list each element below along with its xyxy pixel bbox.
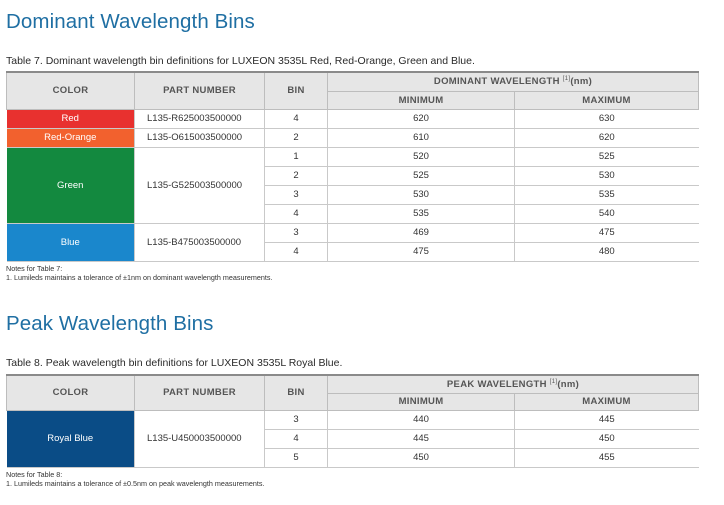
header-peak-wavelength: PEAK WAVELENGTH [1](nm) [328,375,699,393]
dominant-wavelength-table [6,71,699,262]
part-number-cell: L135-B475003500000 [135,223,265,261]
table7-notes [6,264,272,282]
table-row [7,109,699,128]
table-row [7,223,699,242]
header-minimum: MINIMUM [328,393,515,410]
bin-cell: 3 [265,185,328,204]
peak-wavelength-table [6,374,699,468]
header-maximum: MAXIMUM [515,91,699,109]
minimum-cell: 475 [328,242,515,261]
bin-cell: 4 [265,109,328,128]
part-number-cell: L135-G525003500000 [135,147,265,223]
header-part-number: PART NUMBER [135,375,265,410]
color-cell: Red-Orange [7,128,135,147]
header-maximum: MAXIMUM [515,393,699,410]
bin-cell: 1 [265,147,328,166]
table7-caption: Table 7. Dominant wavelength bin definitions for LUXEON 3535L Red, Red-Orange, Green and Blue. [6,55,475,67]
bin-cell: 3 [265,223,328,242]
maximum-cell: 445 [515,410,699,429]
bin-cell: 3 [265,410,328,429]
table8-notes [6,470,264,488]
header-minimum: MINIMUM [328,91,515,109]
part-number-cell: L135-O615003500000 [135,128,265,147]
notes-title: Notes for Table 7: [6,264,63,273]
table-row [7,410,699,429]
header-part-number: PART NUMBER [135,72,265,109]
table-row [7,147,699,166]
minimum-cell: 440 [328,410,515,429]
color-cell: Blue [7,223,135,261]
bin-cell: 4 [265,204,328,223]
bin-cell: 4 [265,429,328,448]
minimum-cell: 610 [328,128,515,147]
bin-cell: 4 [265,242,328,261]
maximum-cell: 450 [515,429,699,448]
note-1: 1. Lumileds maintains a tolerance of ±0.5nm on peak wavelength measurements. [6,479,265,488]
color-cell: Royal Blue [7,410,135,467]
maximum-cell: 630 [515,109,699,128]
minimum-cell: 520 [328,147,515,166]
maximum-cell: 540 [515,204,699,223]
table8-caption: Table 8. Peak wavelength bin definitions for LUXEON 3535L Royal Blue. [6,357,343,369]
bin-cell: 5 [265,448,328,467]
maximum-cell: 480 [515,242,699,261]
minimum-cell: 620 [328,109,515,128]
maximum-cell: 455 [515,448,699,467]
table-row [7,128,699,147]
minimum-cell: 525 [328,166,515,185]
header-bin: BIN [265,72,328,109]
minimum-cell: 530 [328,185,515,204]
bin-cell: 2 [265,128,328,147]
section-heading-dominant: Dominant Wavelength Bins [6,10,255,33]
maximum-cell: 535 [515,185,699,204]
color-cell: Green [7,147,135,223]
minimum-cell: 535 [328,204,515,223]
header-color: COLOR [7,72,135,109]
section-heading-peak: Peak Wavelength Bins [6,312,214,335]
maximum-cell: 620 [515,128,699,147]
part-number-cell: L135-R625003500000 [135,109,265,128]
color-cell: Red [7,109,135,128]
header-color: COLOR [7,375,135,410]
bin-cell: 2 [265,166,328,185]
part-number-cell: L135-U450003500000 [135,410,265,467]
maximum-cell: 530 [515,166,699,185]
minimum-cell: 469 [328,223,515,242]
header-dominant-wavelength: DOMINANT WAVELENGTH [1](nm) [328,72,699,91]
minimum-cell: 450 [328,448,515,467]
minimum-cell: 445 [328,429,515,448]
maximum-cell: 525 [515,147,699,166]
header-bin: BIN [265,375,328,410]
maximum-cell: 475 [515,223,699,242]
note-1: 1. Lumileds maintains a tolerance of ±1nm on dominant wavelength measurements. [6,273,273,282]
notes-title: Notes for Table 8: [6,470,63,479]
